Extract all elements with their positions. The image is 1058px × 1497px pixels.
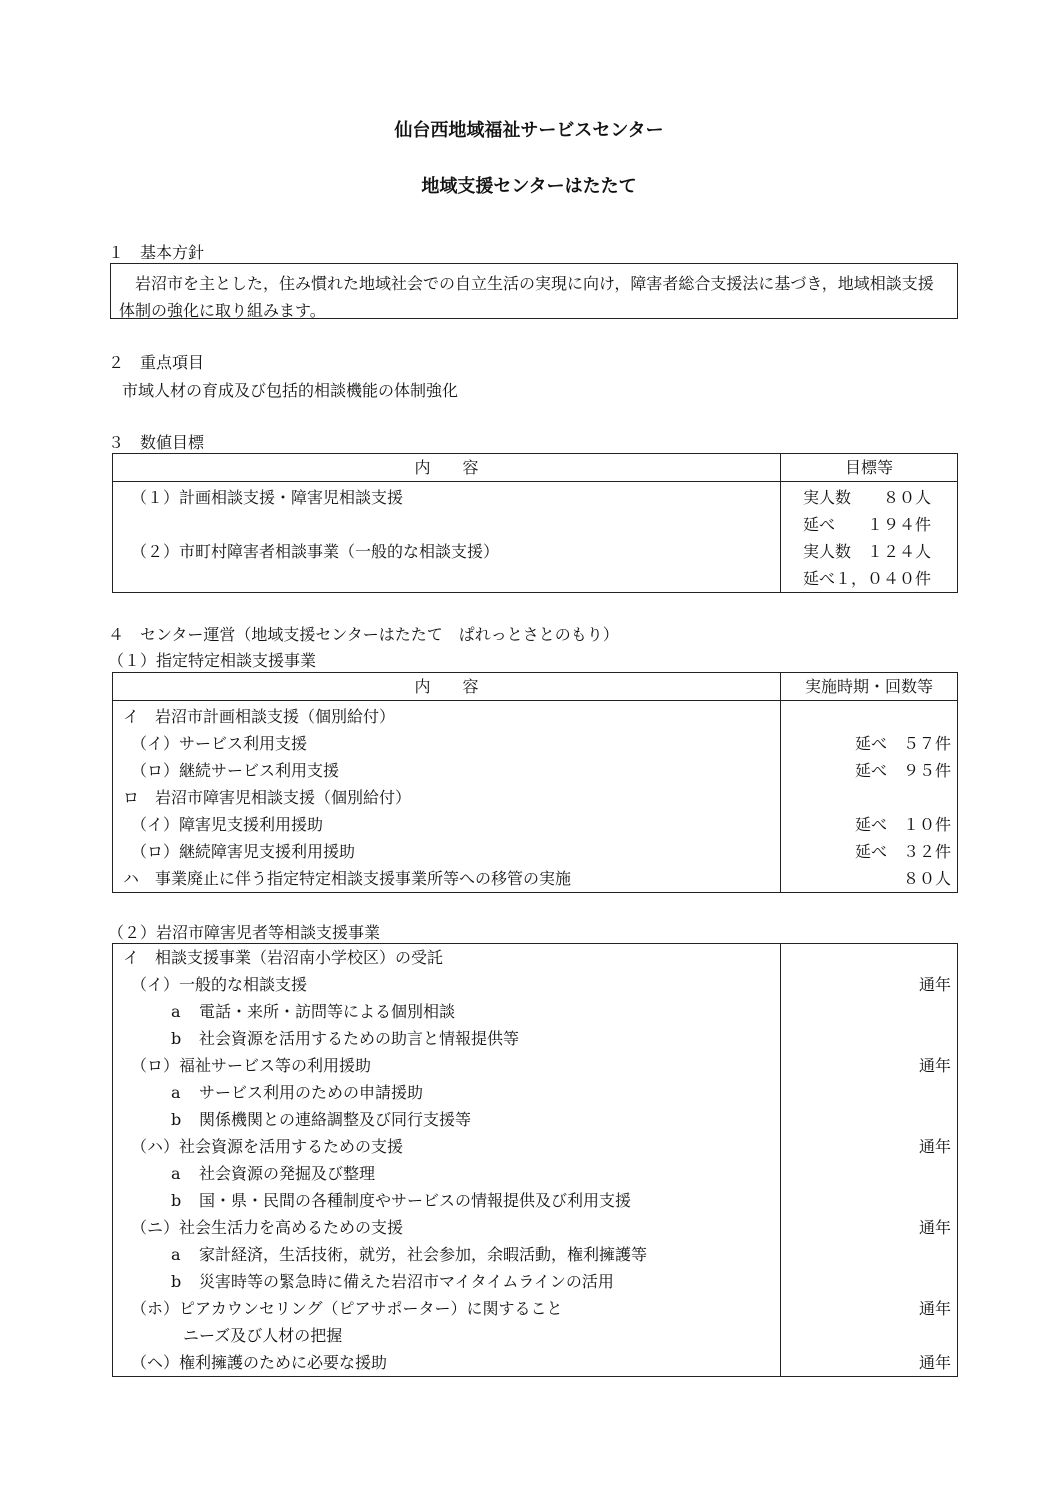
- table-body-row: [113, 944, 958, 1377]
- sub1-item: （イ）サービス利用支援: [131, 734, 308, 753]
- sub2-value: [787, 1241, 951, 1268]
- sub2-item: （イ）一般的な相談支援: [131, 975, 308, 994]
- table-header-row: [113, 673, 958, 701]
- target-value: 実人数 １２４人: [803, 542, 932, 561]
- consultation-support-table: [112, 943, 958, 1377]
- sub2-item: [119, 1160, 774, 1187]
- item-text: 国・県・民間の各種制度やサービスの情報提供及び利用支援: [199, 1191, 632, 1210]
- item-label: a: [171, 1245, 181, 1264]
- target-content: （１）計画相談支援・障害児相談支援: [131, 488, 404, 507]
- sub2-value: [787, 1187, 951, 1214]
- item-text: 家計経済，生活技術，就労，社会参加，余暇活動，権利擁護等: [199, 1245, 648, 1264]
- sub2-item: [119, 1187, 774, 1214]
- sub2-value: 通年: [918, 1299, 951, 1318]
- sub2-item: [119, 1241, 774, 1268]
- sub2-item: （ニ）社会生活力を高めるための支援: [131, 1218, 404, 1237]
- sub2-item: （ロ）福祉サービス等の利用援助: [131, 1056, 372, 1075]
- targets-table: [112, 453, 958, 593]
- sub2-value: 通年: [918, 1218, 951, 1237]
- section-1-heading: １ 基本方針: [108, 243, 205, 262]
- sub2-value: [787, 944, 951, 971]
- sub2-item: [119, 1025, 774, 1052]
- sub2-value: [787, 1079, 951, 1106]
- target-content: [119, 565, 774, 592]
- specified-consultation-table: [112, 672, 958, 893]
- sub2-value: [787, 1025, 951, 1052]
- sub2-item: イ 相談支援事業（岩沼南小学校区）の受託: [123, 948, 444, 967]
- sub2-value: 通年: [918, 1056, 951, 1075]
- item-label: b: [171, 1191, 182, 1210]
- sub1-item: イ 岩沼市計画相談支援（個別給付）: [123, 707, 396, 726]
- sub2-value: [787, 1106, 951, 1133]
- section-3-heading: ３ 数値目標: [108, 433, 205, 452]
- col-header-content: 内 容: [113, 673, 781, 701]
- sub1-item: （ロ）継続障害児支援利用援助: [131, 842, 356, 861]
- item-text: 社会資源を活用するための助言と情報提供等: [199, 1029, 520, 1048]
- subsection-2-heading: （２）岩沼市障害児者等相談支援事業: [108, 923, 381, 942]
- sub2-value: [787, 998, 951, 1025]
- sub1-value: [787, 784, 951, 811]
- item-text: 社会資源の発掘及び整理: [199, 1164, 376, 1183]
- sub2-item: ニーズ及び人材の把握: [183, 1326, 343, 1345]
- sub1-value: 延べ ５７件: [854, 734, 951, 753]
- item-label: b: [171, 1110, 182, 1129]
- table-body-row: [113, 701, 958, 893]
- sub1-item: （ロ）継続サービス利用支援: [131, 761, 340, 780]
- sub2-value: [787, 1322, 951, 1349]
- table-body-row: [113, 482, 958, 593]
- sub2-item: （ホ）ピアカウンセリング（ピアサポーター）に関すること: [131, 1299, 563, 1318]
- sub1-value: ８０人: [902, 869, 951, 888]
- sub2-value: 通年: [918, 975, 951, 994]
- section-4-heading: ４ センター運営（地域支援センターはたたて ぱれっとさとのもり）: [108, 625, 619, 644]
- targets-content-cell: [113, 482, 781, 593]
- col-header-content: 内 容: [113, 454, 781, 482]
- sub1-item: ロ 岩沼市障害児相談支援（個別給付）: [123, 788, 412, 807]
- item-label: a: [171, 1083, 181, 1102]
- col-header-target: 目標等: [781, 454, 958, 482]
- sub2-item: （ハ）社会資源を活用するための支援: [131, 1137, 404, 1156]
- table-header-row: [113, 454, 958, 482]
- item-text: 災害時等の緊急時に備えた岩沼市マイタイムラインの活用: [199, 1272, 614, 1291]
- targets-value-cell: [781, 482, 958, 593]
- policy-box: [110, 263, 958, 319]
- subsection-1-heading: （１）指定特定相談支援事業: [108, 651, 317, 670]
- sub2-value: [787, 1160, 951, 1187]
- item-label: b: [171, 1272, 182, 1291]
- section-2-heading: ２ 重点項目: [108, 353, 205, 372]
- sub2-item: [119, 998, 774, 1025]
- sub1-value: 延べ １０件: [854, 815, 951, 834]
- sub1-value-cell: [781, 701, 958, 893]
- sub2-item: [119, 1079, 774, 1106]
- target-value: 延べ １９４件: [803, 515, 932, 534]
- sub2-value-cell: [781, 944, 958, 1377]
- col-header-schedule: 実施時期・回数等: [781, 673, 958, 701]
- sub1-content-cell: [113, 701, 781, 893]
- target-value: 実人数 ８０人: [803, 488, 932, 507]
- item-label: a: [171, 1002, 181, 1021]
- target-content: [119, 511, 774, 538]
- sub1-value: [787, 703, 951, 730]
- sub2-value: [787, 1268, 951, 1295]
- sub1-value: 延べ ９５件: [854, 761, 951, 780]
- item-text: 電話・来所・訪問等による個別相談: [199, 1002, 456, 1021]
- focus-item: 市域人材の育成及び包括的相談機能の体制強化: [122, 381, 459, 400]
- sub2-value: 通年: [918, 1137, 951, 1156]
- org-title: 仙台西地域福祉サービスセンター: [394, 120, 664, 141]
- center-title: 地域支援センターはたたて: [421, 176, 637, 197]
- sub2-item: [119, 1106, 774, 1133]
- target-value: 延べ１，０４０件: [803, 569, 932, 588]
- item-text: サービス利用のための申請援助: [199, 1083, 424, 1102]
- item-label: b: [171, 1029, 182, 1048]
- item-label: a: [171, 1164, 181, 1183]
- sub2-content-cell: [113, 944, 781, 1377]
- item-text: 関係機関との連絡調整及び同行支援等: [199, 1110, 472, 1129]
- sub2-value: 通年: [918, 1353, 951, 1372]
- sub1-item: ハ 事業廃止に伴う指定特定相談支援事業所等への移管の実施: [123, 869, 572, 888]
- target-content: （２）市町村障害者相談事業（一般的な相談支援）: [131, 542, 500, 561]
- policy-text: 岩沼市を主とした，住み慣れた地域社会での自立生活の実現に向け，障害者総合支援法に基づき，地域相談支援体制の強化に取り組みます。: [119, 274, 934, 320]
- sub1-item: （イ）障害児支援利用援助: [131, 815, 324, 834]
- sub2-item: [119, 1268, 774, 1295]
- sub2-item: （ヘ）権利擁護のために必要な援助: [131, 1353, 388, 1372]
- sub1-value: 延べ ３２件: [854, 842, 951, 861]
